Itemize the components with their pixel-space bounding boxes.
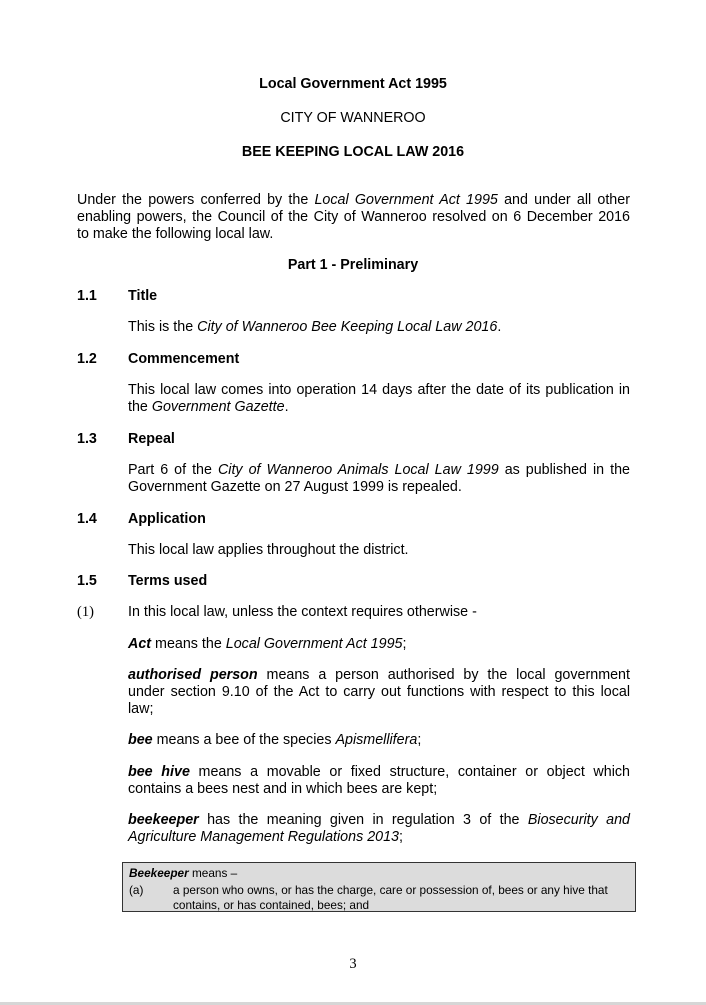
section-text-application: This local law applies throughout the district. (128, 542, 409, 558)
note-box-item-label: (a) (129, 883, 144, 897)
act-title: Local Government Act 1995 (259, 76, 447, 92)
section-text-commencement: This local law comes into operation 14 days after the date of its publication in the Government Gazette. (128, 382, 630, 415)
section-heading-application: Application (128, 511, 206, 527)
section-heading-repeal: Repeal (128, 431, 175, 447)
definition-beekeeper: beekeeper has the meaning given in regulation 3 of the Biosecurity and Agriculture Management Regulations 2013; (128, 812, 630, 845)
section-heading-commencement: Commencement (128, 351, 240, 367)
definition-bee: bee means a bee of the species Apismellifera; (128, 732, 422, 748)
note-box-term: Beekeeper means – (129, 866, 238, 880)
section-heading-title: Title (128, 288, 158, 304)
section-text-title: This is the City of Wanneroo Bee Keeping Local Law 2016. (128, 319, 502, 335)
subsection-number: (1) (77, 604, 94, 620)
definition-bee-hive: bee hive means a movable or fixed structure, container or object which contains a bees nest and in which bees are kept; (128, 764, 630, 797)
section-text-repeal: Part 6 of the City of Wanneroo Animals Local Law 1999 as published in the Government Gazette on 27 August 1999 is repealed. (128, 462, 630, 495)
section-number-1-3: 1.3 (77, 431, 97, 447)
note-box-item-text: a person who owns, or has the charge, care or possession of, bees or any hive that contains, or has contained, bees; and (173, 883, 608, 912)
terms-intro: In this local law, unless the context requires otherwise - (128, 604, 477, 620)
part-heading: Part 1 - Preliminary (287, 257, 419, 273)
section-number-1-2: 1.2 (77, 351, 97, 367)
page-number: 3 (349, 956, 357, 972)
section-number-1-1: 1.1 (77, 288, 97, 304)
preamble: Under the powers conferred by the Local Government Act 1995 and under all other enabling powers, the Council of the City of Wanneroo resolved on 6 December 2016 to make the following local law. (77, 192, 630, 242)
definition-act: Act means the Local Government Act 1995; (128, 636, 407, 652)
city-name: CITY OF WANNEROO (280, 110, 426, 126)
section-number-1-4: 1.4 (77, 511, 97, 527)
section-heading-terms-used: Terms used (128, 573, 208, 589)
definition-authorised-person: authorised person means a person authorised by the local government under section 9.10 of the Act to carry out functions with respect to this local law; (128, 667, 630, 717)
section-number-1-5: 1.5 (77, 573, 97, 589)
beekeeper-note-box (122, 862, 636, 912)
law-title: BEE KEEPING LOCAL LAW 2016 (241, 144, 465, 160)
